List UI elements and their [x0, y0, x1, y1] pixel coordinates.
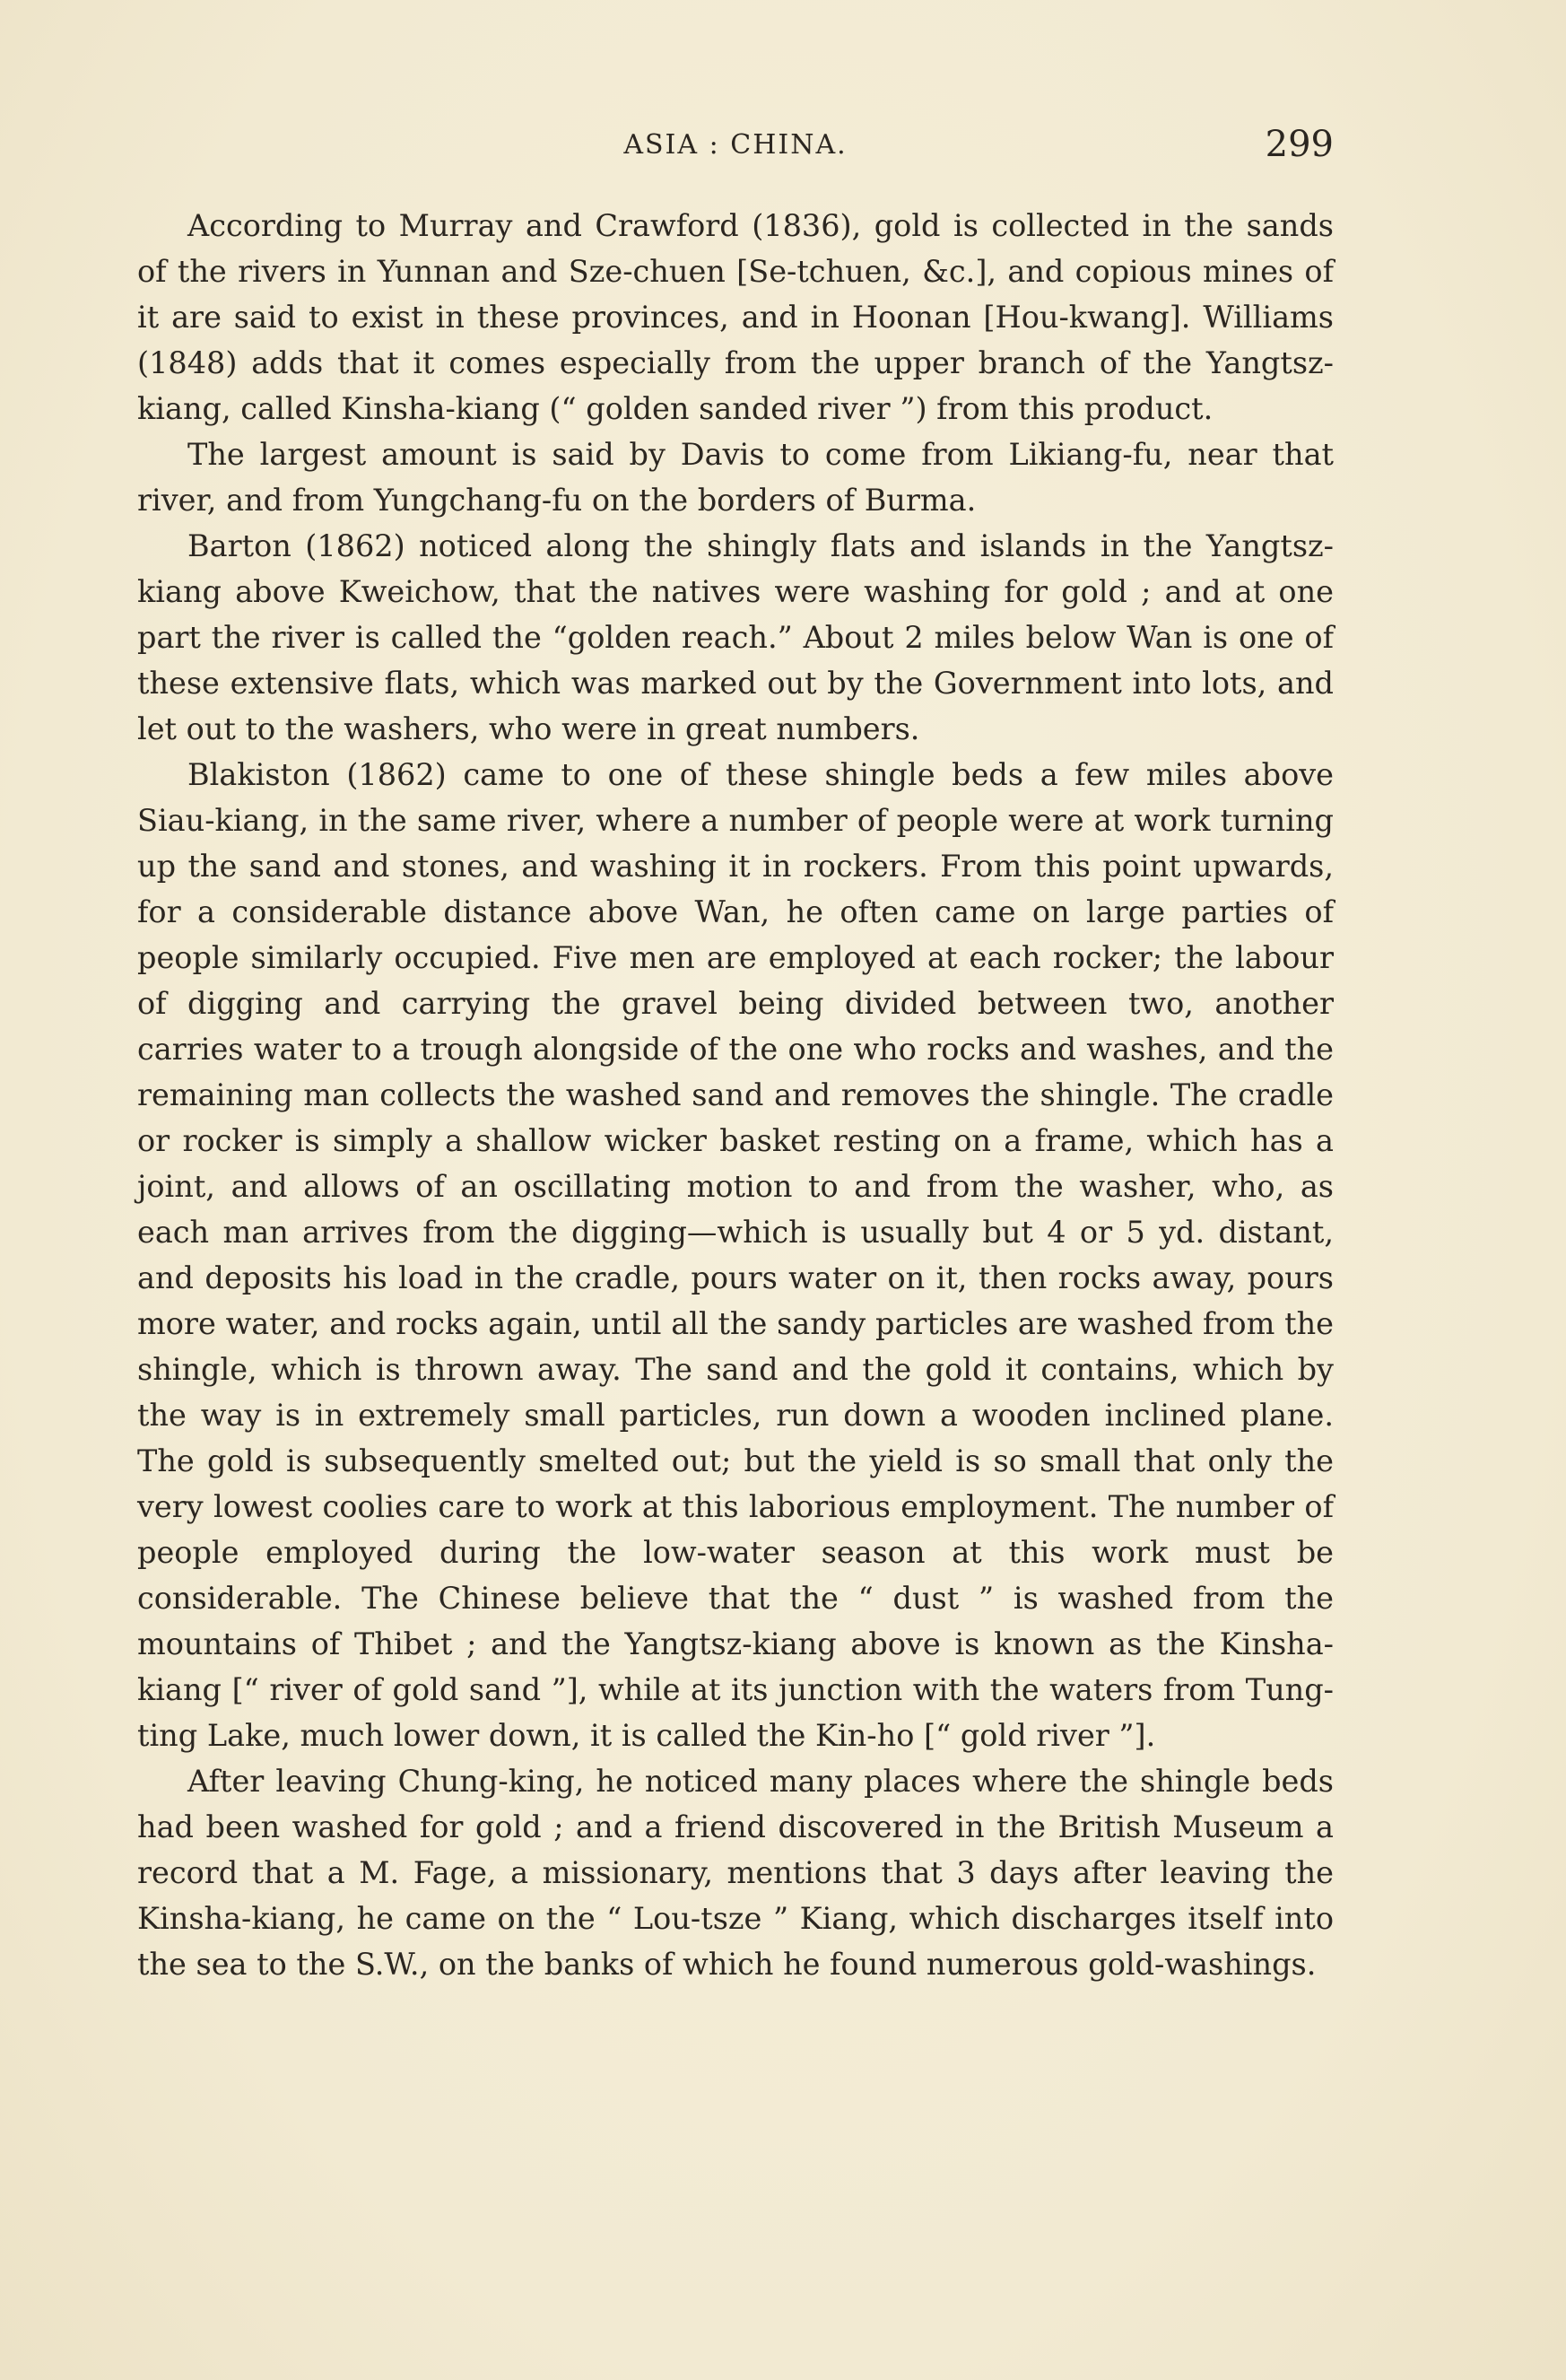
paragraph-murray-crawford: According to Murray and Crawford (1836), gold is collected in the sands of the rivers in Yunnan and Sze-chuen [Se-tchuen, &c.], and copious mines of it are said to exist in these provinces, and in Hoonan [Hou-kwang]. Williams (1848) adds that it comes especially from the upper branch of the Yangtsz-kiang, called Kinsha-kiang (“ golden sanded river ”) from this product. [137, 208, 1334, 426]
paragraph-davis: The largest amount is said by Davis to come from Likiang-fu, near that river, and from Yungchang-fu on the borders of Burma. [137, 437, 1334, 518]
running-head [137, 124, 1334, 169]
paragraph-chung-king: After leaving Chung-king, he noticed many places where the shingle beds had been washed for gold ; and a friend discovered in the British Museum a record that a M. Fage, a missionary, mentions that 3 days after leaving the Kinsha-kiang, he came on the “ Lou-tsze ” Kiang, which discharges itself into the sea to the S.W., on the banks of which he found numerous gold-washings. [137, 1764, 1334, 1982]
page-number: 299 [1265, 124, 1334, 165]
paragraph-blakiston: Blakiston (1862) came to one of these shingle beds a few miles above Siau-kiang, in the same river, where a number of people were at work turning up the sand and stones, and washing it in rockers. From this point upwards, for a considerable distance above Wan, he often came on large parties of people similarly occupied. Five men are employed at each rocker; the labour of digging and carrying the gravel being divided between two, another carries water to a trough alongside of the one who rocks and washes, and the remaining man collects the washed sand and removes the shingle. The cradle or rocker is simply a shallow wicker basket resting on a frame, which has a joint, and allows of an oscillating motion to and from the washer, who, as each man arrives from the digging—which is usually but 4 or 5 yd. distant, and deposits his load in the cradle, pours water on it, then rocks away, pours more water, and rocks again, until all the sandy particles are washed from the shingle, which is thrown away. The sand and the gold it contains, which by the way is in extremely small particles, run down a wooden inclined plane. The gold is subsequently smelted out; but the yield is so small that only the very lowest coolies care to work at this laborious employment. The number of people employed during the low-water season at this work must be considerable. The Chinese believe that the “ dust ” is washed from the mountains of Thibet ; and the Yangtsz-kiang above is known as the Kinsha-kiang [“ river of gold sand ”], while at its junction with the waters from Tung-ting Lake, much lower down, it is called the Kin-ho [“ gold river ”]. [137, 757, 1334, 1753]
body-text [137, 203, 1334, 1987]
running-head-title: ASIA : CHINA. [623, 129, 848, 161]
paragraph-barton: Barton (1862) noticed along the shingly flats and islands in the Yangtsz-kiang above Kweichow, that the natives were washing for gold ; and at one part the river is called the “golden reach.” About 2 miles below Wan is one of these extensive flats, which was marked out by the Government into lots, and let out to the washers, who were in great numbers. [137, 528, 1334, 746]
